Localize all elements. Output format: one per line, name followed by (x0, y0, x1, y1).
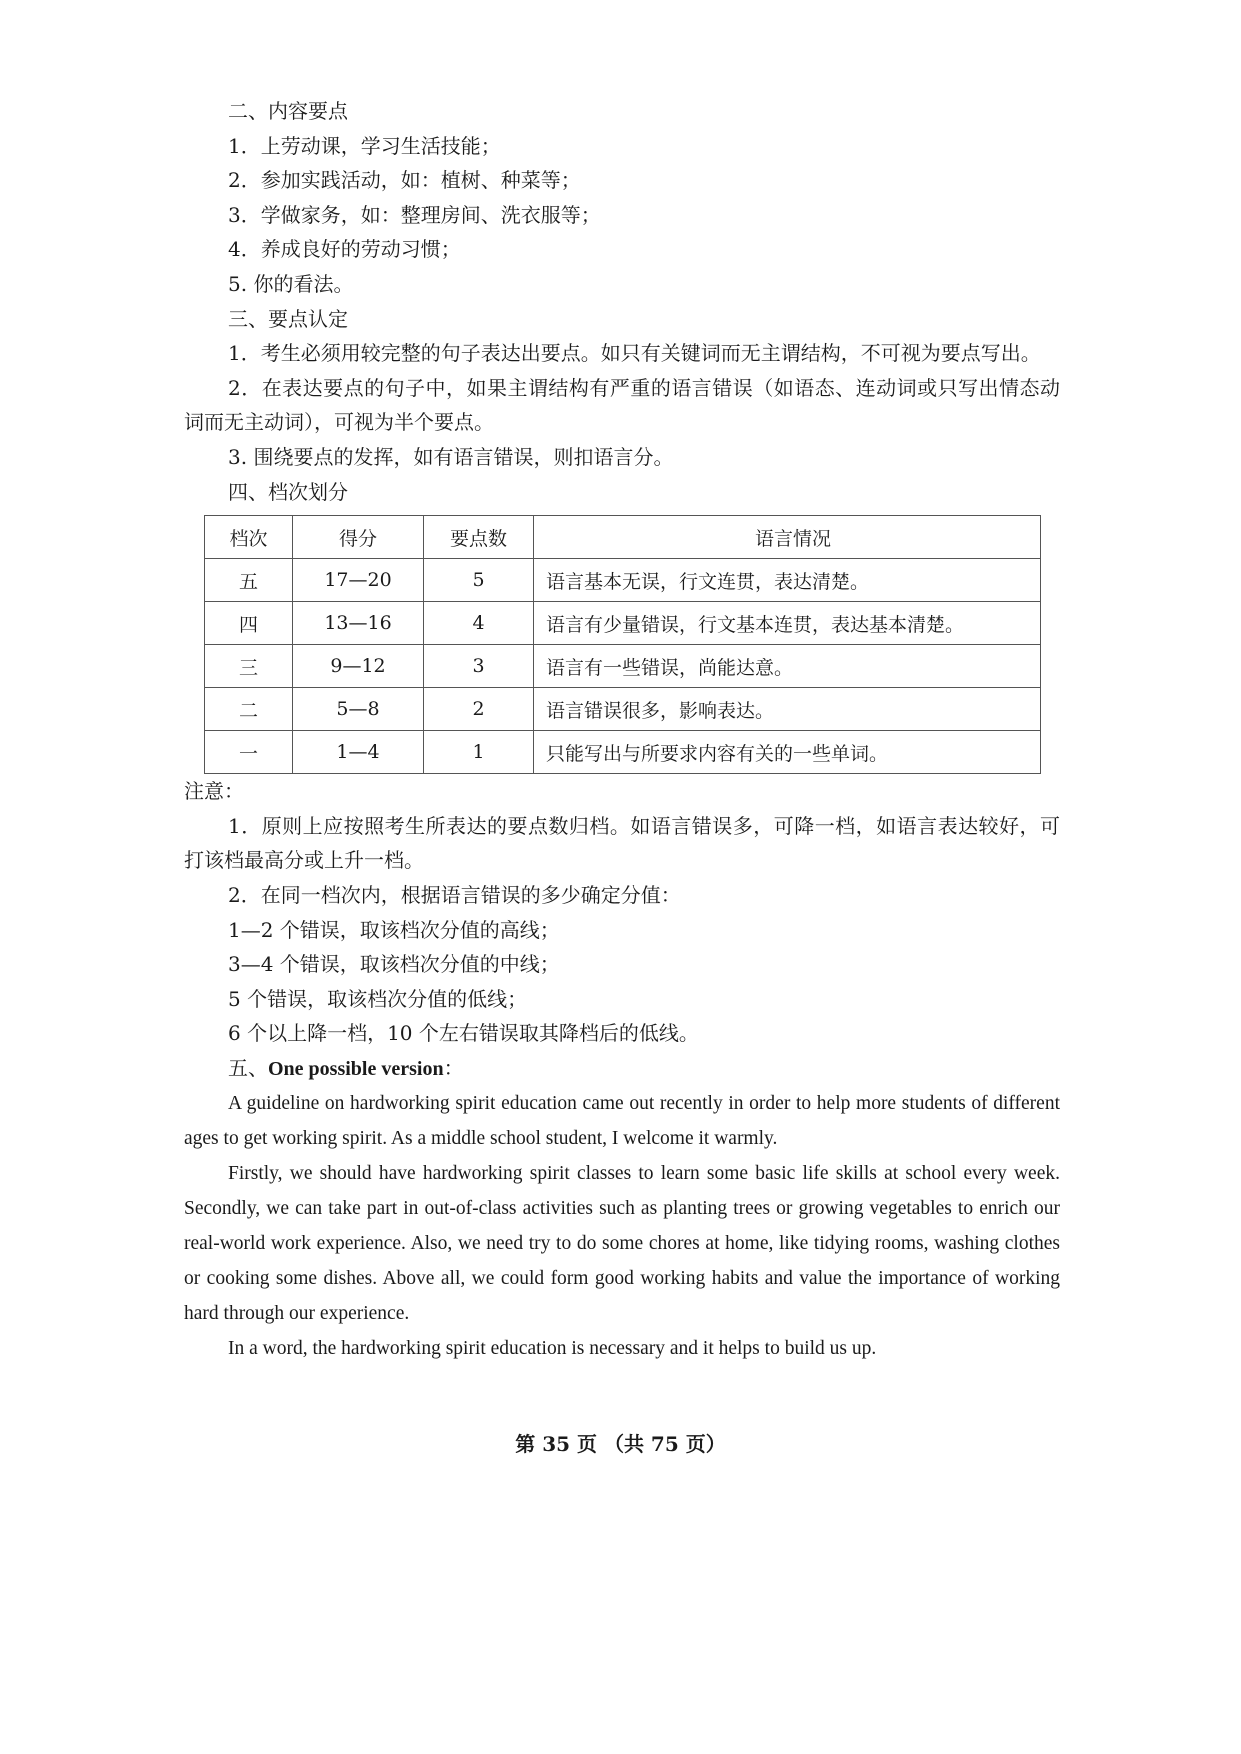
cell-points: 2 (424, 688, 534, 731)
cell-points: 3 (424, 645, 534, 688)
content-point-item: 2．参加实践活动，如：植树、种菜等； (228, 168, 581, 193)
content-point-item: 1．上劳动课，学习生活技能； (228, 133, 501, 158)
table-row (205, 688, 1041, 731)
grading-table (204, 515, 1041, 774)
table-row (205, 645, 1041, 688)
header-cell-language: 语言情况 (534, 516, 1041, 559)
cell-score: 17—20 (293, 559, 424, 602)
essay-paragraph: A guideline on hardworking spirit education came out recently in order to help more students of different ages to get working spirit. As a middle school student, I welcome it warmly. (184, 1093, 1060, 1150)
page-number: 第 35 页 （共 75 页） (515, 1432, 726, 1456)
note-paragraph: 1．原则上应按照考生所表达的要点数归档。如语言错误多，可降一档，如语言表达较好，可打该档最高分或上升一档。 (184, 813, 1060, 873)
cell-language: 只能写出与所要求内容有关的一些单词。 (534, 731, 1041, 774)
section-heading-content-points: 二、内容要点 (228, 99, 348, 123)
cell-score: 5—8 (293, 688, 424, 731)
sample-heading-prefix: 五、 (228, 1055, 268, 1080)
cell-points: 4 (424, 602, 534, 645)
section-heading-key-points: 三、要点认定 (228, 306, 348, 331)
cell-level: 二 (205, 688, 293, 731)
key-point-rule: 3. 围绕要点的发挥，如有语言错误，则扣语言分。 (228, 444, 674, 469)
cell-score: 13—16 (293, 602, 424, 645)
section-heading-grading: 四、档次划分 (228, 479, 348, 504)
essay-paragraph: In a word, the hardworking spirit education is necessary and it helps to build us up. (228, 1338, 877, 1360)
cell-points: 1 (424, 731, 534, 774)
cell-language: 语言基本无误，行文连贯，表达清楚。 (534, 559, 1041, 602)
sample-heading-title: One possible version (268, 1057, 444, 1080)
header-cell-points: 要点数 (424, 516, 534, 559)
cell-language: 语言有少量错误，行文基本连贯，表达基本清楚。 (534, 602, 1041, 645)
cell-level: 一 (205, 731, 293, 774)
grading-table-header (205, 516, 1041, 559)
cell-language: 语言有一些错误，尚能达意。 (534, 645, 1041, 688)
table-row (205, 559, 1041, 602)
table-row (205, 602, 1041, 645)
cell-level: 五 (205, 559, 293, 602)
section-heading-sample (184, 1051, 1060, 1087)
table-row (205, 731, 1041, 774)
cell-level: 四 (205, 602, 293, 645)
note-rule: 3—4 个错误，取该档次分值的中线； (228, 952, 560, 977)
content-point-item: 4．养成良好的劳动习惯； (228, 237, 461, 262)
essay-paragraph: Firstly, we should have hardworking spirit classes to learn some basic life skills at school every week. Secondly, we can take part in out-of-class activities such as planting trees or growing vegetables to enrich our real-world work experience. Also, we need try to do some chores at home, like tidying rooms, washing clothes or cooking some dishes. Above all, we could form good working habits and value the importance of working hard through our experience. (184, 1163, 1060, 1325)
note-paragraph: 2．在同一档次内，根据语言错误的多少确定分值： (228, 882, 681, 907)
document-body (184, 94, 1060, 1366)
key-point-rule: 2．在表达要点的句子中，如果主谓结构有严重的语言错误（如语态、连动词或只写出情态动词而无主动词），可视为半个要点。 (184, 375, 1060, 435)
note-rule: 5 个错误，取该档次分值的低线； (228, 986, 528, 1011)
header-cell-score: 得分 (293, 516, 424, 559)
key-point-rule: 1．考生必须用较完整的句子表达出要点。如只有关键词而无主谓结构，不可视为要点写出。 (228, 341, 1041, 366)
notes-label: 注意： (184, 779, 244, 804)
content-point-item: 5. 你的看法。 (228, 271, 354, 296)
cell-score: 9—12 (293, 645, 424, 688)
note-rule: 6 个以上降一档，10 个左右错误取其降档后的低线。 (228, 1021, 699, 1046)
cell-points: 5 (424, 559, 534, 602)
cell-level: 三 (205, 645, 293, 688)
sample-heading-suffix: ： (443, 1055, 464, 1080)
content-point-item: 3．学做家务，如：整理房间、洗衣服等； (228, 202, 601, 227)
note-rule: 1—2 个错误，取该档次分值的高线； (228, 917, 560, 942)
cell-score: 1—4 (293, 731, 424, 774)
header-cell-level: 档次 (205, 516, 293, 559)
cell-language: 语言错误很多，影响表达。 (534, 688, 1041, 731)
